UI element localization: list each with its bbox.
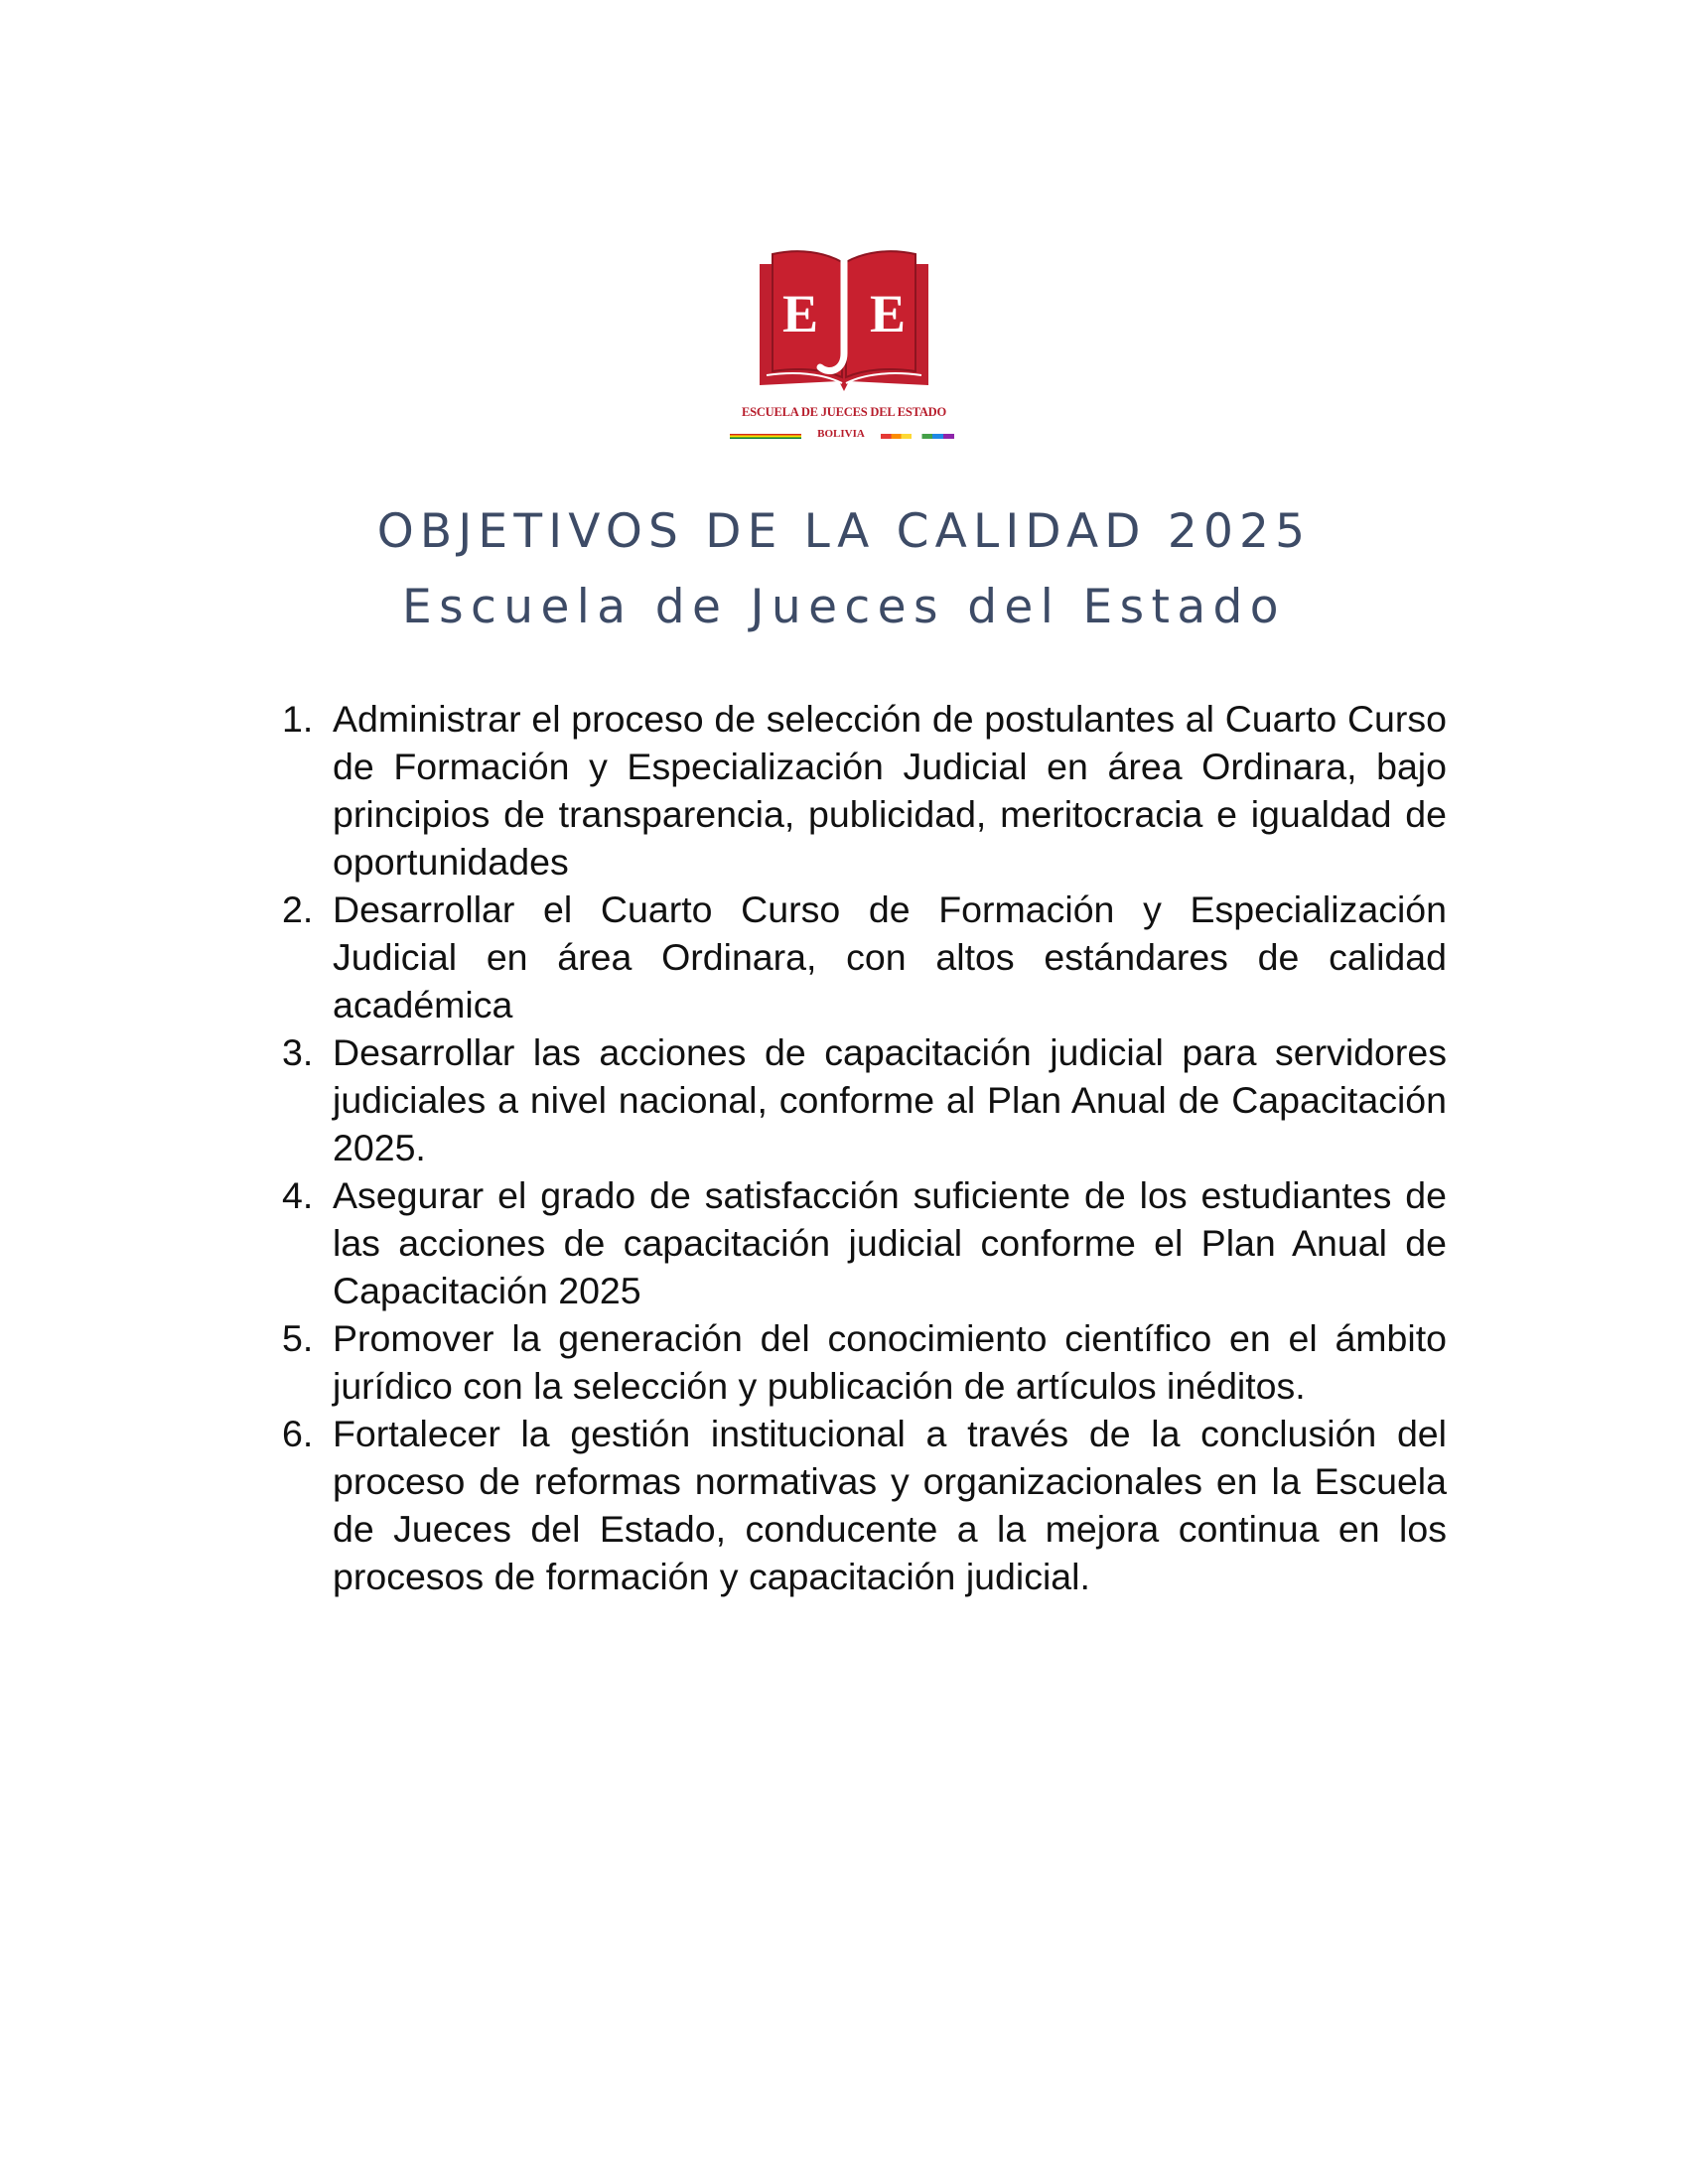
objective-number: 4. (282, 1174, 314, 1216)
objective-text: Desarrollar el Cuarto Curso de Formación y Especialización Judicial en área Ordinara, con altos estándares de calidad académica (333, 888, 1447, 1025)
objective-item (278, 1410, 1447, 1600)
objectives-list (278, 695, 1447, 1600)
objective-text: Asegurar el grado de satisfacción suficiente de los estudiantes de las acciones de capacitación judicial conforme el Plan Anual de Capacitación 2025 (333, 1174, 1447, 1311)
objective-number: 2. (282, 888, 314, 930)
objective-item (278, 1314, 1447, 1410)
document-subtitle: Escuela de Jueces del Estado (402, 580, 1286, 634)
objective-number: 1. (282, 698, 314, 740)
document-title: OBJETIVOS DE LA CALIDAD 2025 (376, 504, 1312, 559)
objective-text: Desarrollar las acciones de capacitación judicial para servidores judiciales a nivel nacional, conforme al Plan Anual de Capacitación 2025. (333, 1031, 1447, 1168)
country-name: BOLIVIA (817, 428, 865, 440)
objective-item (278, 1028, 1447, 1171)
svg-text:E: E (781, 284, 819, 343)
institution-name: ESCUELA DE JUECES DEL ESTADO (741, 405, 947, 419)
institution-logo (720, 246, 968, 450)
svg-text:E: E (869, 284, 907, 343)
country-line (720, 428, 968, 444)
objective-text: Fortalecer la gestión institucional a través de la conclusión del proceso de reformas normativas y organizacionales en la Escuela de Jueces del Estado, conducente a la mejora continua en los procesos de formación y capacitación judicial. (333, 1413, 1447, 1597)
objective-number: 3. (282, 1031, 314, 1073)
wiphala-stripe (881, 434, 954, 439)
objective-text: Administrar el proceso de selección de postulantes al Cuarto Curso de Formación y Especialización Judicial en área Ordinara, bajo principios de transparencia, publicidad, meritocracia e igualdad de oportunidades (333, 698, 1447, 883)
open-book-logo-icon (755, 246, 933, 395)
objective-item (278, 886, 1447, 1028)
objective-number: 5. (282, 1317, 314, 1359)
objective-text: Promover la generación del conocimiento científico en el ámbito jurídico con la selección y publicación de artículos inéditos. (333, 1317, 1447, 1407)
objective-item (278, 1171, 1447, 1314)
objective-item (278, 695, 1447, 886)
flag-stripe (730, 434, 801, 439)
objective-number: 6. (282, 1413, 314, 1454)
